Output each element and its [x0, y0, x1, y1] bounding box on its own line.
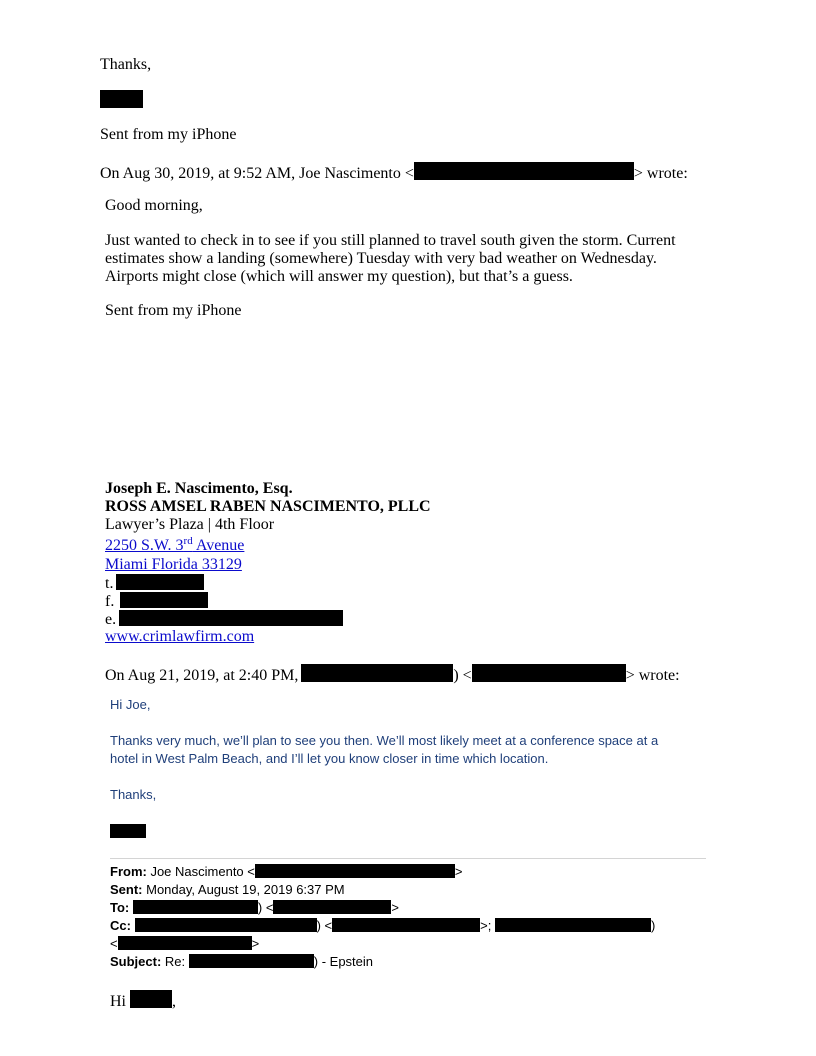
signature-city-link[interactable]: Miami Florida 33129	[105, 556, 242, 573]
redacted-cc-email	[332, 918, 480, 932]
from-label: From:	[110, 864, 147, 879]
quote1-body-line3: Airports might close (which will answer my question), but that’s a guess.	[105, 268, 573, 285]
signature-phone	[105, 574, 204, 593]
address-superscript: rd	[183, 535, 193, 547]
redacted-recipient-name	[130, 990, 172, 1008]
signature-fax	[105, 592, 208, 611]
redacted-to-email	[273, 900, 391, 914]
redacted-quote2-signer	[110, 824, 146, 838]
final-greeting-prefix: Hi	[110, 993, 126, 1010]
sent-from-iphone: Sent from my iPhone	[100, 126, 237, 143]
quote2-greeting: Hi Joe,	[110, 697, 151, 712]
redacted-cc-name-2	[495, 918, 651, 932]
quote2-header-prefix: On Aug 21, 2019, at 2:40 PM,	[105, 667, 299, 684]
to-close: >	[391, 900, 400, 915]
fax-label: f.	[105, 593, 115, 610]
redacted-to-name	[133, 900, 258, 914]
signature-address-link[interactable]	[105, 537, 244, 555]
forward-subject	[110, 953, 373, 970]
signature-plaza: Lawyer’s Plaza | 4th Floor	[105, 516, 275, 533]
redacted-email	[414, 162, 634, 180]
sent-value: Monday, August 19, 2019 6:37 PM	[142, 882, 345, 897]
forward-sent	[110, 881, 345, 898]
quote1-header	[100, 162, 688, 183]
quote1-header-suffix: > wrote:	[633, 165, 688, 182]
final-greeting-comma: ,	[172, 993, 176, 1010]
cc-line2-close: >	[251, 936, 260, 951]
subject-suffix: ) - Epstein	[313, 954, 374, 969]
quote2-header-suffix: > wrote:	[625, 667, 680, 684]
redacted-sender-email	[472, 664, 626, 682]
signature-name: Joseph E. Nascimento, Esq.	[105, 480, 293, 497]
cc-mid: ) <	[316, 918, 333, 933]
quote2-header-mid: ) <	[453, 667, 472, 684]
to-label: To:	[110, 900, 130, 915]
cc-label: Cc:	[110, 918, 131, 933]
redacted-phone	[116, 574, 204, 590]
forward-from	[110, 863, 462, 880]
phone-label: t.	[105, 575, 114, 592]
redacted-signer-name	[100, 90, 143, 108]
signature-email	[105, 610, 343, 629]
email-label: e.	[105, 611, 117, 628]
redacted-cc-name	[135, 918, 317, 932]
forward-to	[110, 899, 399, 916]
address-street: 2250 S.W. 3	[105, 537, 184, 554]
signature-firm: ROSS AMSEL RABEN NASCIMENTO, PLLC	[105, 498, 431, 515]
final-greeting	[110, 990, 176, 1011]
sent-label: Sent:	[110, 882, 143, 897]
redacted-sender-name	[301, 664, 453, 682]
quote2-thanks: Thanks,	[110, 787, 157, 802]
redacted-from-email	[255, 864, 455, 878]
quote1-sent-from: Sent from my iPhone	[105, 302, 242, 319]
subject-label: Subject:	[110, 954, 162, 969]
quote1-header-prefix: On Aug 30, 2019, at 9:52 AM, Joe Nascimento <	[100, 165, 414, 182]
forward-cc-line2	[110, 935, 259, 952]
quote1-body-line2: estimates show a landing (somewhere) Tuesday with very bad weather on Wednesday.	[105, 250, 657, 267]
quote2-header	[105, 664, 680, 685]
redacted-signature-email	[119, 610, 343, 626]
quote1-body-line1: Just wanted to check in to see if you still planned to travel south given the storm. Current	[105, 232, 676, 249]
forward-cc	[110, 917, 655, 934]
quote1-greeting: Good morning,	[105, 197, 203, 214]
quote2-body-line1: Thanks very much, we’ll plan to see you then. We’ll most likely meet at a conference space at a	[110, 733, 659, 748]
quote2-body-line2: hotel in West Palm Beach, and I’ll let you know closer in time which location.	[110, 751, 549, 766]
subject-value: Re:	[161, 954, 189, 969]
closing-thanks: Thanks,	[100, 56, 152, 73]
from-value: Joe Nascimento <	[146, 864, 255, 879]
redacted-cc-email-2	[118, 936, 252, 950]
redacted-subject-name	[189, 954, 314, 968]
cc-close: )	[650, 918, 656, 933]
forward-divider	[110, 858, 706, 859]
cc-separator: >;	[480, 918, 492, 933]
from-close: >	[454, 864, 463, 879]
cc-line2-open: <	[110, 936, 118, 951]
address-avenue: Avenue	[192, 537, 245, 554]
signature-website-link[interactable]: www.crimlawfirm.com	[105, 628, 255, 645]
redacted-fax	[120, 592, 208, 608]
to-mid: ) <	[257, 900, 274, 915]
